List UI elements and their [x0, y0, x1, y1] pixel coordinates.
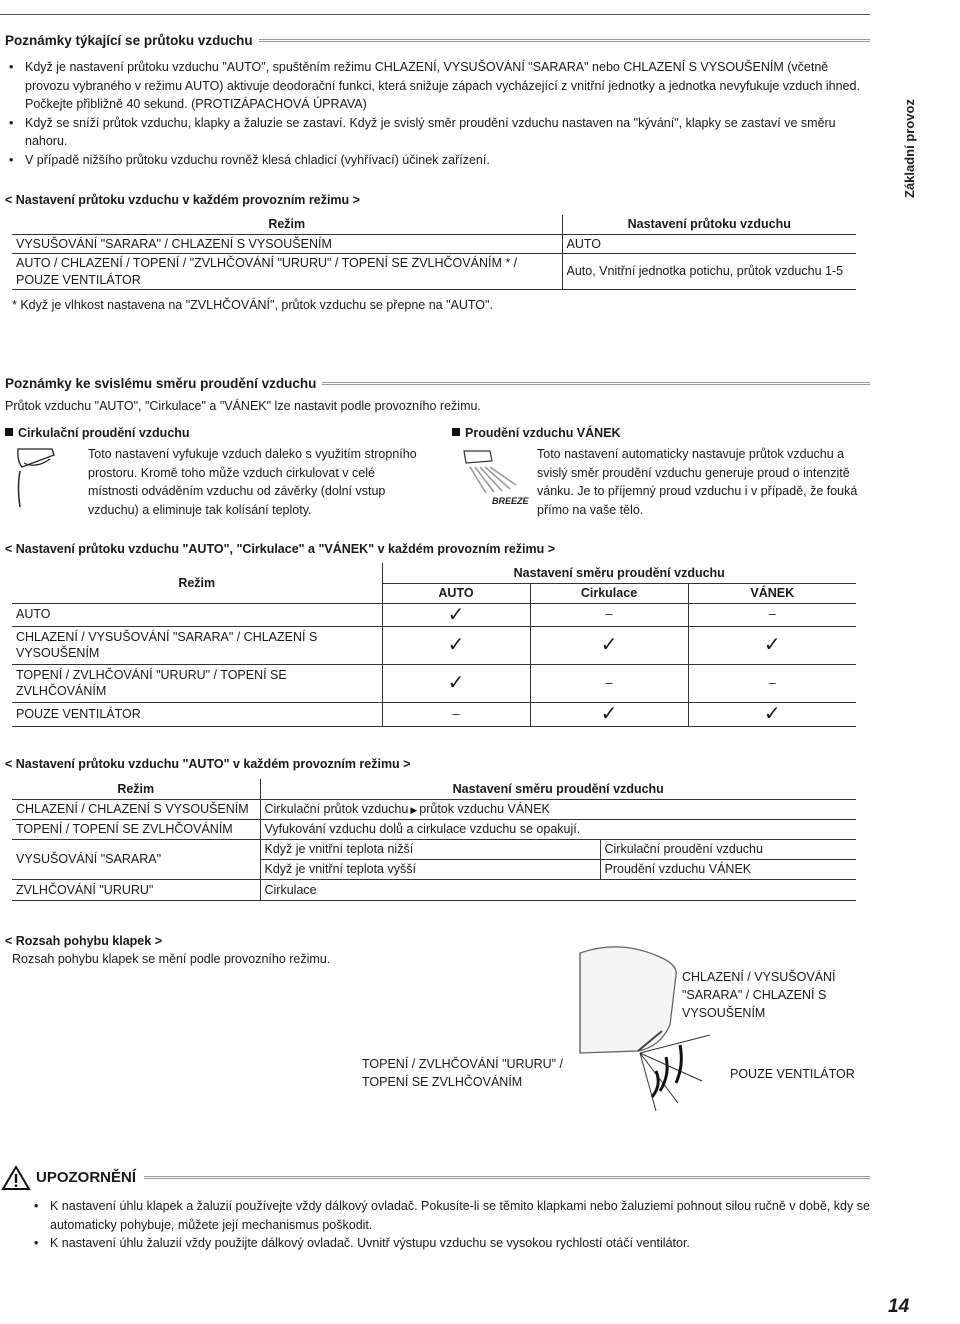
label-cool: CHLAZENÍ / VYSUŠOVÁNÍ "SARARA" / CHLAZENÍ S VYSOUŠENÍM	[682, 970, 836, 1020]
warning-icon	[2, 1165, 30, 1191]
table3-title: < Nastavení průtoku vzduchu "AUTO" v každém provozním režimu >	[5, 757, 411, 771]
caution-bullet: • K nastavení úhlu klapek a žaluzií používejte vždy dálkový ovladač. Pokusíte-li se těmito klapkami nebo žaluziemi pohnout silou ručně v době, kdy se automaticky pohybuje, můžete její mechanismus poškodit.	[30, 1197, 870, 1234]
table-cell: Když je vnitřní teplota vyšší	[260, 860, 600, 880]
check-cell: ✓	[688, 702, 856, 726]
check-cell: ✓	[382, 626, 530, 664]
col-header: Režim	[12, 563, 382, 603]
table-cell: AUTO / CHLAZENÍ / TOPENÍ / "ZVLHČOVÁNÍ "URURU" / TOPENÍ SE ZVLHČOVÁNÍM * / POUZE VENTILÁTOR	[12, 254, 562, 290]
dash-cell: –	[688, 664, 856, 702]
table-cell: Když je vnitřní teplota nižší	[260, 840, 600, 860]
table-cell: Cirkulace	[260, 880, 856, 901]
col-header: Nastavení směru proudění vzduchu	[260, 779, 856, 799]
flap-range-title: < Rozsah pohybu klapek >	[5, 934, 162, 948]
section-heading: Poznámky týkající se průtoku vzduchu	[5, 32, 870, 50]
intro-text: Průtok vzduchu "AUTO", "Cirkulace" a "VÁNEK" lze nastavit podle provozního režimu.	[5, 399, 481, 413]
table-cell: CHLAZENÍ / VYSUŠOVÁNÍ "SARARA" / CHLAZENÍ S VYSOUŠENÍM	[12, 626, 382, 664]
col-header: Nastavení průtoku vzduchu	[562, 215, 856, 234]
bullet: • V případě nižšího průtoku vzduchu rovněž klesá chladicí (vyhřívací) účinek zařízení.	[5, 151, 870, 170]
bullet: • Když se sníží průtok vzduchu, klapky a žaluzie se zastaví. Když je svislý směr proudění vzduchu nastaven na "kývání", klapky se zastaví ve směru nahoru.	[5, 114, 870, 151]
breeze-text: Toto nastavení automaticky nastavuje průtok vzduchu a svislý směr proudění vzduchu generuje proud o intenzitě vánku. Je to příjemný proud vzduchu i v případě, že fouká přímo na vaše tělo.	[537, 447, 858, 517]
table-cell: Vyfukování vzduchu dolů a cirkulace vzduchu se opakují.	[260, 820, 856, 840]
flap-range-text: Rozsah pohybu klapek se mění podle provozního režimu.	[12, 952, 331, 966]
table-cell: TOPENÍ / ZVLHČOVÁNÍ "URURU" / TOPENÍ SE ZVLHČOVÁNÍM	[12, 664, 382, 702]
label-fan: POUZE VENTILÁTOR	[730, 1067, 855, 1081]
label-heat: TOPENÍ / ZVLHČOVÁNÍ "URURU" / TOPENÍ SE ZVLHČOVÁNÍM	[362, 1057, 564, 1089]
circ-title: Cirkulační proudění vzduchu	[5, 424, 190, 443]
vertical-direction-section	[5, 375, 870, 416]
col-header: VÁNEK	[688, 583, 856, 603]
section-heading: Poznámky ke svislému směru proudění vzduchu	[5, 375, 870, 393]
table-cell: VYSUŠOVÁNÍ "SARARA" / CHLAZENÍ S VYSOUŠENÍM	[12, 234, 562, 254]
col-header: AUTO	[382, 583, 530, 603]
table1-title: < Nastavení průtoku vzduchu v každém provozním režimu >	[5, 193, 360, 207]
dash-cell: –	[530, 664, 688, 702]
airflow-notes-section	[5, 32, 870, 169]
caution-bullet: • K nastavení úhlu žaluzií vždy použijte dálkový ovladač. Uvnitř výstupu vzduchu se vysokou rychlostí otáčí ventilátor.	[30, 1234, 870, 1253]
direction-table	[12, 563, 856, 727]
breeze-title: Proudění vzduchu VÁNEK	[452, 424, 621, 443]
table-cell: CHLAZENÍ / CHLAZENÍ S VYSOUŠENÍM	[12, 799, 260, 820]
auto-direction-table	[12, 779, 856, 901]
check-cell: ✓	[530, 626, 688, 664]
table-cell: Proudění vzduchu VÁNEK	[600, 860, 856, 880]
dash-cell: –	[382, 702, 530, 726]
table-cell: Cirkulační proudění vzduchu	[600, 840, 856, 860]
check-cell: ✓	[382, 664, 530, 702]
page-number: 14	[888, 1296, 910, 1317]
check-cell: ✓	[382, 603, 530, 626]
col-header: Nastavení směru proudění vzduchu	[382, 563, 856, 583]
breeze-icon-label: BREEZE	[492, 496, 529, 506]
table2-title: < Nastavení průtoku vzduchu "AUTO", "Cirkulace" a "VÁNEK" v každém provozním režimu >	[5, 542, 556, 556]
bullet: • Když je nastavení průtoku vzduchu "AUTO", spuštěním režimu CHLAZENÍ, VYSUŠOVÁNÍ "SARARA" nebo CHLAZENÍ S VYSOUŠENÍM (včetně provozu vybraného v režimu AUTO) aktivuje deodorační funkci, která snižuje zápach vycházející z vnitřní jednotky a jednotka nevyfukuje vzduch ihned. Počkejte přibližně 40 sekund. (PROTIZÁPACHOVÁ ÚPRAVA)	[5, 58, 870, 114]
caution-block	[2, 1165, 870, 1253]
arrow-icon: ▶	[410, 804, 418, 815]
col-header: Režim	[12, 215, 562, 234]
table-cell: Auto, Vnitřní jednotka potichu, průtok vzduchu 1-5	[562, 254, 856, 290]
table-cell: AUTO	[562, 234, 856, 254]
circulation-icon	[14, 447, 60, 509]
table-cell: Cirkulační průtok vzduchu ▶ průtok vzduchu VÁNEK	[260, 799, 856, 820]
breeze-icon	[462, 447, 529, 509]
airflow-table	[12, 215, 856, 290]
caution-heading: UPOZORNĚNÍ	[2, 1165, 870, 1191]
table-cell: POUZE VENTILÁTOR	[12, 702, 382, 726]
dash-cell: –	[688, 603, 856, 626]
table-cell: ZVLHČOVÁNÍ "URURU"	[12, 880, 260, 901]
circ-text: Toto nastavení vyfukuje vzduch daleko s využitím stropního prostoru. Kromě toho může vzduch cirkulovat v celé místnosti odváděním vzduchu od závěrky (dolní vstup vzduchu) a eliminuje tak kolísání teploty.	[88, 447, 417, 517]
col-header: Cirkulace	[530, 583, 688, 603]
check-cell: ✓	[530, 702, 688, 726]
footnote: * Když je vlhkost nastavena na "ZVLHČOVÁNÍ", průtok vzduchu se přepne na "AUTO".	[12, 298, 493, 312]
flap-range-diagram	[560, 935, 710, 1115]
dash-cell: –	[530, 603, 688, 626]
col-header: Režim	[12, 779, 260, 799]
table-cell: AUTO	[12, 603, 382, 626]
table-cell: TOPENÍ / TOPENÍ SE ZVLHČOVÁNÍM	[12, 820, 260, 840]
check-cell: ✓	[688, 626, 856, 664]
side-tab: Základní provoz	[902, 99, 917, 198]
table-cell: VYSUŠOVÁNÍ "SARARA"	[12, 840, 260, 880]
top-rule	[0, 14, 870, 15]
